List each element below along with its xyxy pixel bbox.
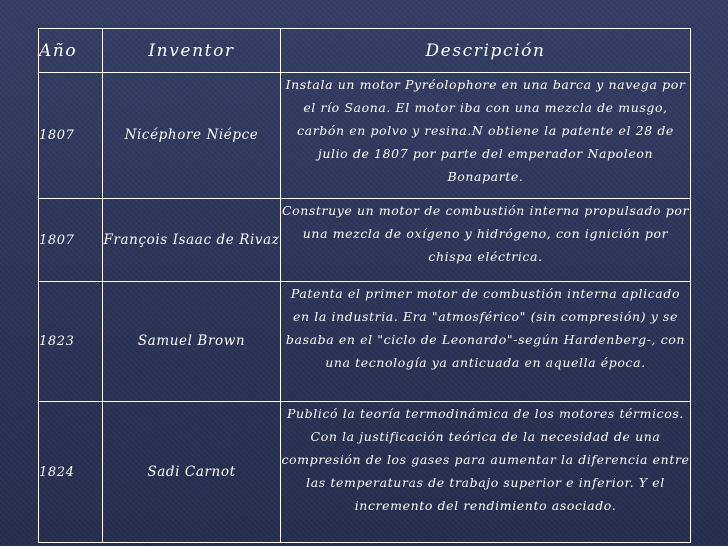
table-row xyxy=(39,402,691,543)
table-row xyxy=(39,282,691,402)
table-row xyxy=(39,73,691,199)
header-year: Año xyxy=(39,29,103,73)
row-inventor: Samuel Brown xyxy=(103,282,281,402)
row-inventor: François Isaac de Rivaz xyxy=(103,199,281,282)
row-inventor: Nicéphore Niépce xyxy=(103,73,281,199)
row-description: Publicó la teoría termodinámica de los motores térmicos. Con la justificación teórica de la necesidad de una compresión de los gases para aumentar la diferencia entre las temperaturas de trabajo superior e inferior. Y el incremento del rendimiento asociado. xyxy=(281,402,691,543)
row-year: 1823 xyxy=(39,282,103,402)
header-description: Descripción xyxy=(281,29,691,73)
row-description: Patenta el primer motor de combustión interna aplicado en la industria. Era "atmosférico" (sin compresión) y se basaba en el "ciclo de Leonardo"-según Hardenberg-, con una tecnología ya anticuada en aquella época. xyxy=(281,282,691,402)
row-description: Construye un motor de combustión interna propulsado por una mezcla de oxígeno y hidrógeno, con ignición por chispa eléctrica. xyxy=(281,199,691,282)
row-inventor: Sadi Carnot xyxy=(103,402,281,543)
row-year: 1807 xyxy=(39,73,103,199)
inventors-table xyxy=(38,28,691,543)
row-year: 1807 xyxy=(39,199,103,282)
table-row xyxy=(39,199,691,282)
row-year: 1824 xyxy=(39,402,103,543)
table-header-row xyxy=(39,29,691,73)
header-inventor: Inventor xyxy=(103,29,281,73)
row-description: Instala un motor Pyréolophore en una barca y navega por el río Saona. El motor iba con una mezcla de musgo, carbón en polvo y resina.N obtiene la patente el 28 de julio de 1807 por parte del emperador Napoleon Bonaparte. xyxy=(281,73,691,199)
